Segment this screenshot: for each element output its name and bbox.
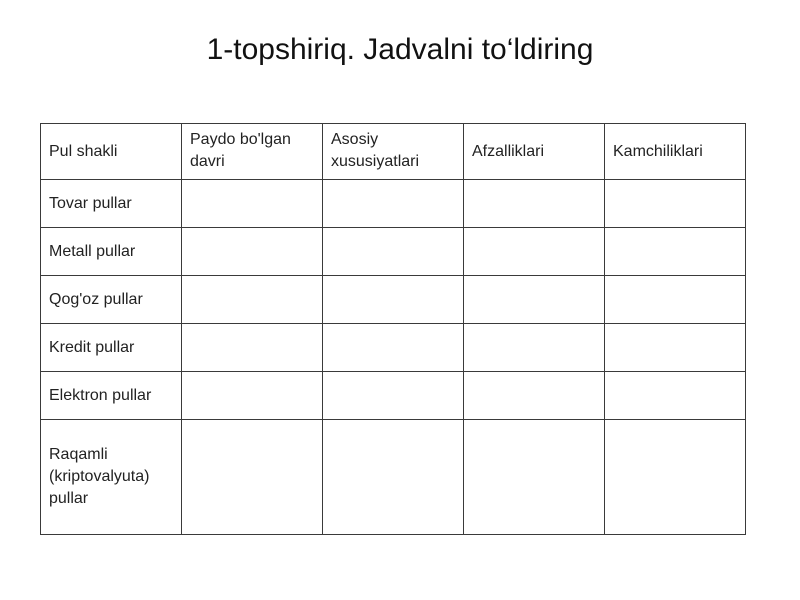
empty-cell[interactable]	[464, 180, 605, 228]
row-label-commodity-money: Tovar pullar	[41, 180, 182, 228]
row-label-metal-money: Metall pullar	[41, 228, 182, 276]
table-row	[41, 372, 746, 420]
empty-cell[interactable]	[182, 372, 323, 420]
empty-cell[interactable]	[323, 228, 464, 276]
money-forms-table	[40, 123, 746, 535]
empty-cell[interactable]	[323, 276, 464, 324]
table-row	[41, 180, 746, 228]
table-row	[41, 420, 746, 535]
empty-cell[interactable]	[464, 276, 605, 324]
empty-cell[interactable]	[182, 324, 323, 372]
table-row	[41, 228, 746, 276]
empty-cell[interactable]	[182, 180, 323, 228]
empty-cell[interactable]	[464, 372, 605, 420]
empty-cell[interactable]	[323, 420, 464, 535]
table-header-row	[41, 124, 746, 180]
empty-cell[interactable]	[464, 228, 605, 276]
empty-cell[interactable]	[182, 420, 323, 535]
header-advantages: Afzalliklari	[464, 124, 605, 180]
row-label-paper-money: Qog'oz pullar	[41, 276, 182, 324]
empty-cell[interactable]	[605, 324, 746, 372]
slide-title: 1-topshiriq. Jadvalni to‘ldiring	[206, 33, 594, 66]
empty-cell[interactable]	[464, 420, 605, 535]
header-origin-period: Paydo bo'lgan davri	[182, 124, 323, 180]
empty-cell[interactable]	[323, 372, 464, 420]
empty-cell[interactable]	[605, 180, 746, 228]
header-disadvantages: Kamchiliklari	[605, 124, 746, 180]
empty-cell[interactable]	[605, 372, 746, 420]
empty-cell[interactable]	[182, 276, 323, 324]
row-label-digital-money: Raqamli (kriptovalyuta) pullar	[41, 420, 182, 535]
header-main-features: Asosiy xususiyatlari	[323, 124, 464, 180]
empty-cell[interactable]	[323, 180, 464, 228]
empty-cell[interactable]	[323, 324, 464, 372]
header-money-form: Pul shakli	[41, 124, 182, 180]
table-row	[41, 324, 746, 372]
row-label-credit-money: Kredit pullar	[41, 324, 182, 372]
empty-cell[interactable]	[605, 276, 746, 324]
empty-cell[interactable]	[605, 228, 746, 276]
empty-cell[interactable]	[182, 228, 323, 276]
table-row	[41, 276, 746, 324]
row-label-electronic-money: Elektron pullar	[41, 372, 182, 420]
empty-cell[interactable]	[605, 420, 746, 535]
empty-cell[interactable]	[464, 324, 605, 372]
